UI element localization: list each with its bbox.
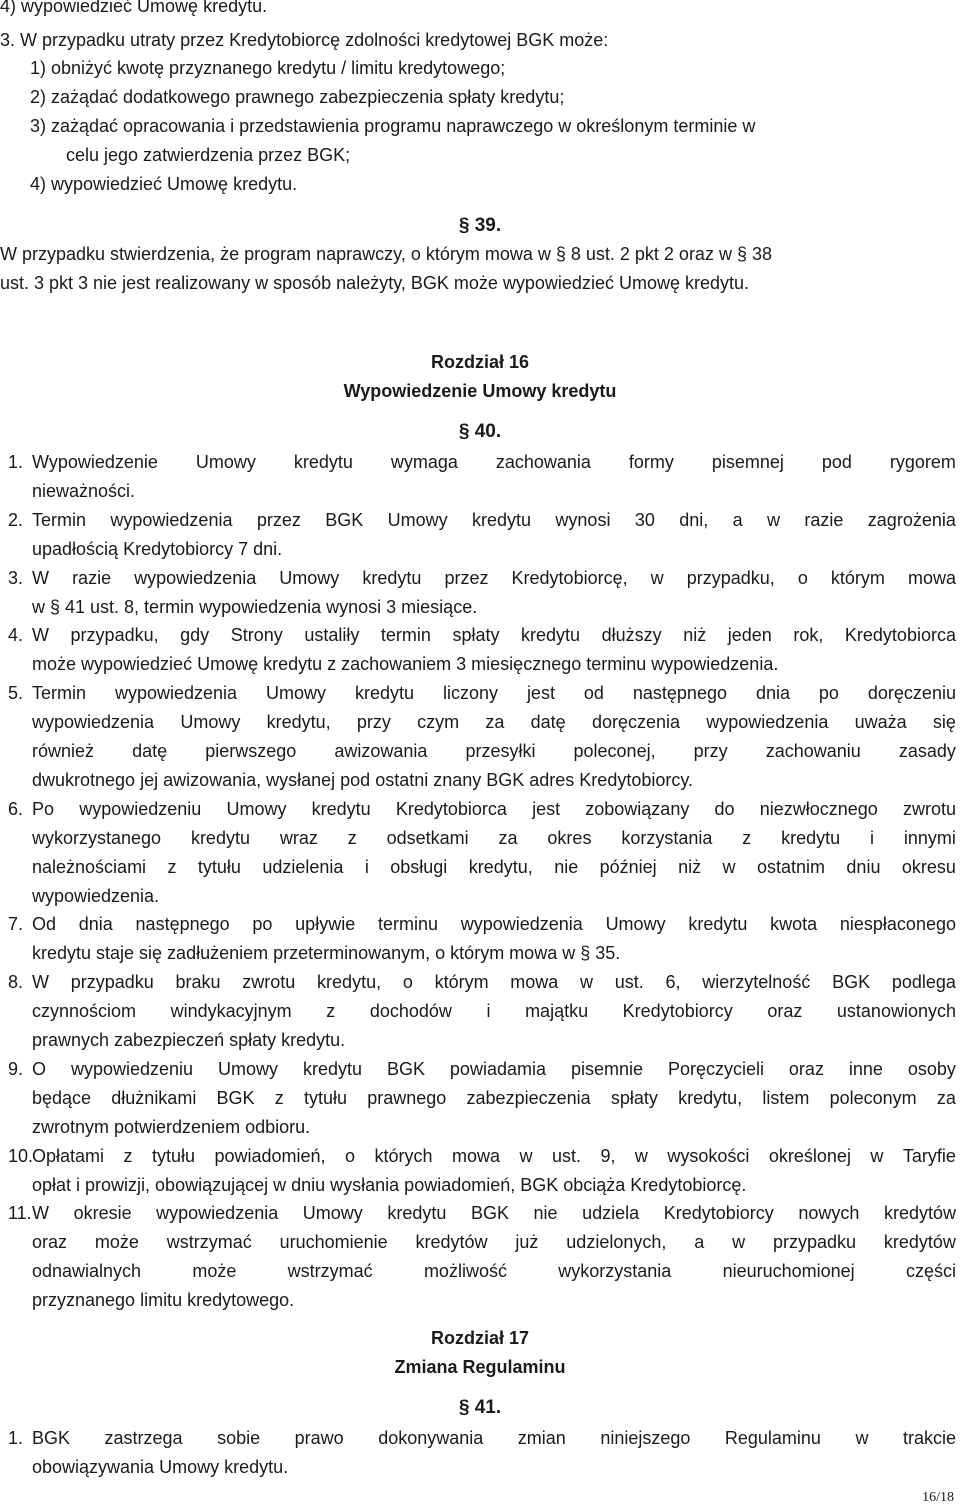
list-item-line: Opłatami z tytułu powiadomień, o których mowa w ust. 9, w wysokości określonej w Taryfie xyxy=(32,1145,956,1166)
list-item-line: również datę pierwszego awizowania przesyłki poleconej, przy zachowaniu zasady xyxy=(32,741,956,761)
chapter-label: Rozdział 16 xyxy=(430,352,530,372)
list-item-line: kredytu staje się zadłużeniem przeterminowanym, o którym mowa w § 35. xyxy=(32,943,621,964)
section-heading: § 39. xyxy=(458,215,502,236)
list-item-line: czynnościom windykacyjnym z dochodów i majątku Kredytobiorcy oraz ustanowionych xyxy=(32,1001,956,1022)
list-number: 1. xyxy=(8,1428,24,1448)
list-item: 3. W przypadku utraty przez Kredytobiorcę zdolności kredytowej BGK może: xyxy=(0,30,609,50)
list-item-line: wykorzystanego kredytu wraz z odsetkami za okres korzystania z kredytu i innymi xyxy=(32,827,956,848)
list-item: 1) obniżyć kwotę przyznanego kredytu / limitu kredytowego; xyxy=(30,58,506,78)
paragraph-line: ust. 3 pkt 3 nie jest realizowany w sposób należyty, BGK może wypowiedzieć Umowę kredytu. xyxy=(0,273,749,293)
chapter-title: Wypowiedzenie Umowy kredytu xyxy=(343,381,617,401)
list-item-line: odnawialnych może wstrzymać możliwość wykorzystania nieuruchomionej części xyxy=(32,1261,956,1282)
list-item-line: Wypowiedzenie Umowy kredytu wymaga zachowania formy pisemnej pod rygorem xyxy=(32,452,956,472)
paragraph-line: W przypadku stwierdzenia, że program naprawczy, o którym mowa w § 8 ust. 2 pkt 2 oraz w § 38 xyxy=(0,244,772,264)
list-item: 3) zażądać opracowania i przedstawienia programu naprawczego w określonym terminie w xyxy=(30,116,756,136)
list-item-line: prawnych zabezpieczeń spłaty kredytu. xyxy=(32,1030,346,1050)
list-item: 4) wypowiedzieć Umowę kredytu. xyxy=(0,0,268,16)
list-number: 6. xyxy=(8,798,24,819)
list-item-line: Termin wypowiedzenia przez BGK Umowy kredytu wynosi 30 dni, a w razie zagrożenia xyxy=(32,509,956,530)
list-number: 9. xyxy=(8,1058,24,1079)
section-heading: § 40. xyxy=(458,421,502,442)
list-item: 2) zażądać dodatkowego prawnego zabezpieczenia spłaty kredytu; xyxy=(30,87,565,107)
list-item-line: W razie wypowiedzenia Umowy kredytu przez Kredytobiorcę, w przypadku, o którym mowa xyxy=(32,567,956,588)
list-item-line: BGK zastrzega sobie prawo dokonywania zmian niniejszego Regulaminu w trakcie xyxy=(32,1428,956,1448)
list-item: 4) wypowiedzieć Umowę kredytu. xyxy=(30,174,298,194)
list-number: 11. xyxy=(8,1203,32,1224)
list-number: 3. xyxy=(8,567,24,588)
list-item-line: O wypowiedzeniu Umowy kredytu BGK powiadamia pisemnie Poręczycieli oraz inne osoby xyxy=(32,1058,956,1079)
section-heading: § 41. xyxy=(458,1397,502,1418)
list-item-line: należnościami z tytułu udzielenia i obsługi kredytu, nie później niż w ostatnim dniu okresu xyxy=(32,856,956,877)
list-number: 4. xyxy=(8,625,24,646)
list-number: 5. xyxy=(8,683,24,704)
chapter-title: Zmiana Regulaminu xyxy=(394,1357,566,1377)
list-number: 2. xyxy=(8,509,24,530)
list-item-line: opłat i prowizji, obowiązującej w dniu wysłania powiadomień, BGK obciąża Kredytobiorcę. xyxy=(32,1174,747,1195)
list-item-line: oraz może wstrzymać uruchomienie kredytów już udzielonych, a w przypadku kredytów xyxy=(32,1232,956,1253)
list-item-line: zwrotnym potwierdzeniem odbioru. xyxy=(32,1116,311,1137)
list-number: 8. xyxy=(8,972,24,993)
list-number: 10. xyxy=(8,1145,34,1166)
list-item-line: Po wypowiedzeniu Umowy kredytu Kredytobiorca jest zobowiązany do niezwłocznego zwrotu xyxy=(32,798,956,819)
list-item-line: obowiązywania Umowy kredytu. xyxy=(32,1457,289,1477)
list-item-line: W przypadku braku zwrotu kredytu, o którym mowa w ust. 6, wierzytelność BGK podlega xyxy=(32,972,956,993)
list-item-line: Termin wypowiedzenia Umowy kredytu liczony jest od następnego dnia po doręczeniu xyxy=(32,683,956,704)
list-item-line: Od dnia następnego po upływie terminu wypowiedzenia Umowy kredytu kwota niespłaconego xyxy=(32,914,956,935)
list-item-line: w § 41 ust. 8, termin wypowiedzenia wynosi 3 miesiące. xyxy=(32,596,478,617)
list-item-line: będące dłużnikami BGK z tytułu prawnego zabezpieczenia spłaty kredytu, listem poleconym za xyxy=(32,1087,956,1108)
list-item-line: upadłością Kredytobiorcy 7 dni. xyxy=(32,538,283,559)
list-item-line: dwukrotnego jej awizowania, wysłanej pod ostatni znany BGK adres Kredytobiorcy. xyxy=(32,769,694,790)
list-item-line: W przypadku, gdy Strony ustaliły termin spłaty kredytu dłuższy niż jeden rok, Kredytobiorca xyxy=(32,625,956,646)
list-item-line: przyznanego limitu kredytowego. xyxy=(32,1290,295,1311)
list-number: 7. xyxy=(8,914,24,935)
list-item-line: nieważności. xyxy=(32,480,136,501)
list-item-line: wypowiedzenia Umowy kredytu, przy czym za datę doręczenia wypowiedzenia uważa się xyxy=(32,712,956,733)
list-item-continuation: celu jego zatwierdzenia przez BGK; xyxy=(66,145,351,165)
list-item-line: W okresie wypowiedzenia Umowy kredytu BGK nie udziela Kredytobiorcy nowych kredytów xyxy=(32,1203,956,1224)
chapter-label: Rozdział 17 xyxy=(430,1328,530,1348)
list-item-line: wypowiedzenia. xyxy=(32,885,160,906)
page-number: 16/18 xyxy=(922,1490,954,1505)
list-item-line: może wypowiedzieć Umowę kredytu z zachowaniem 3 miesięcznego terminu wypowiedzenia. xyxy=(32,654,779,675)
list-number: 1. xyxy=(8,452,24,472)
